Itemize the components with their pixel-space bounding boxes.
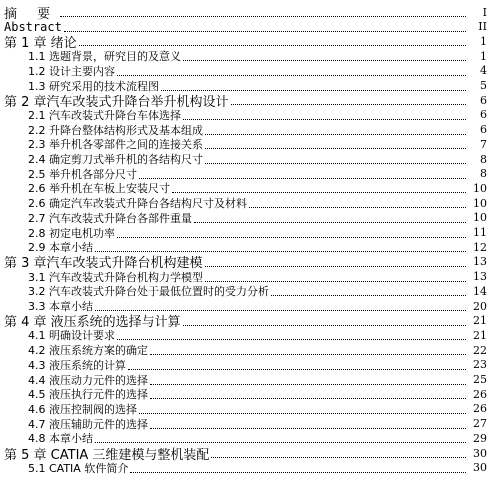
toc-entry-title: 4.2 液压系统方案的确定: [28, 344, 148, 358]
toc-dot-leader: [79, 44, 466, 46]
toc-dot-leader: [130, 471, 466, 473]
toc-entry-title: 1.1 选题背景，研究目的及意义: [28, 50, 181, 64]
toc-entry-title: 2.4 确定剪刀式举升机的各结构尺寸: [28, 153, 203, 166]
toc-page-number: 8: [480, 152, 487, 166]
toc-page-number: 14: [473, 284, 487, 298]
toc-entry-title: 3.2 汽车改装式升降台处于最低位置时的受力分析: [28, 285, 269, 299]
toc-dot-leader: [139, 412, 466, 414]
toc-page-number: 6: [480, 93, 487, 107]
toc-dot-leader: [205, 280, 466, 282]
toc-page-number: 27: [473, 417, 487, 431]
toc-entry-title: 1.3 研究采用的技术流程图: [28, 79, 159, 93]
toc-entry-title: 摘 要: [4, 6, 59, 22]
toc-section-entry[interactable]: [0, 63, 490, 79]
toc-entry-title: 2.7 汽车改装式升降台各部件重量: [28, 211, 192, 225]
toc-chapter-entry[interactable]: [0, 313, 490, 329]
toc-page-number: 26: [473, 387, 487, 401]
toc-dot-leader: [271, 294, 466, 296]
toc-entry-title: 1.2 设计主要内容: [28, 64, 115, 78]
toc-entry-title: 4.4 液压动力元件的选择: [28, 373, 148, 387]
toc-page-number: 4: [480, 64, 487, 78]
toc-entry-title: 第 4 章 液压系统的选择与计算: [4, 315, 181, 331]
toc-page-number: 1: [480, 34, 487, 48]
toc-section-entry[interactable]: [0, 180, 490, 196]
toc-section-entry[interactable]: [0, 166, 490, 182]
toc-entry-title: 第 5 章 CATIA 三维建模与整机装配: [4, 447, 210, 463]
toc-page-number: 26: [473, 402, 487, 416]
toc-entry-title: 2.9 本章小结: [28, 241, 93, 255]
toc-page-number: II: [478, 20, 487, 34]
toc-chapter-entry[interactable]: [0, 92, 490, 108]
toc-dot-leader: [205, 265, 466, 267]
toc-dot-leader: [249, 206, 466, 208]
toc-page-number: 1: [480, 49, 487, 63]
toc-section-entry[interactable]: [0, 372, 490, 388]
toc-dot-leader: [150, 397, 466, 399]
toc-dot-leader: [128, 368, 466, 370]
toc-entry-title: 4.5 液压执行元件的选择: [28, 388, 148, 402]
toc-dot-leader: [139, 177, 466, 179]
toc-page-number: 30: [473, 446, 487, 460]
toc-section-entry[interactable]: [0, 386, 490, 402]
toc-page-number: 30: [473, 461, 487, 475]
toc-dot-leader: [117, 74, 466, 76]
toc-entry-title: 2.6 举升机在车板上安装尺寸: [28, 182, 170, 196]
toc-page-number: 8: [480, 167, 487, 181]
toc-entry-title: 4.8 本章小结: [28, 432, 93, 446]
toc-dot-leader: [150, 383, 466, 385]
toc-entry-title: 3.1 汽车改装式升降台机构力学模型: [28, 270, 203, 284]
toc-dot-leader: [205, 133, 466, 135]
toc-section-entry[interactable]: [0, 136, 490, 152]
toc-page-number: 6: [480, 108, 487, 122]
toc-page-number: 5: [480, 79, 487, 92]
toc-section-entry[interactable]: [0, 48, 490, 64]
toc-entry-title: 2.6 确定汽车改装式升降台各结构尺寸及材料: [28, 197, 247, 211]
toc-page-number: 21: [473, 314, 487, 328]
toc-dot-leader: [205, 162, 466, 164]
toc-dot-leader: [183, 118, 466, 120]
toc-entry-title: 4.6 液压控制阀的选择: [28, 402, 137, 416]
toc-entry-title: 4.3 液压系统的计算: [28, 358, 126, 372]
toc-dot-leader: [183, 59, 466, 61]
toc-section-entry[interactable]: [0, 401, 490, 417]
toc-entry-title: 4.1 明确设计要求: [28, 329, 115, 343]
toc-chapter-entry[interactable]: [0, 445, 490, 461]
toc-dot-leader: [150, 427, 466, 429]
toc-page-number: 7: [480, 137, 487, 151]
toc-page-number: 11: [473, 226, 487, 239]
toc-page-number: 10: [473, 181, 487, 195]
toc-section-entry[interactable]: [0, 460, 490, 476]
toc-page-number: 20: [473, 299, 487, 313]
toc-section-entry[interactable]: [0, 107, 490, 123]
toc-section-entry[interactable]: [0, 210, 490, 226]
toc-page-number: 13: [473, 255, 487, 269]
toc-section-entry[interactable]: [0, 327, 490, 343]
toc-page-number: 6: [480, 123, 487, 137]
toc-dot-leader: [231, 103, 466, 105]
toc-chapter-entry[interactable]: [0, 4, 490, 20]
toc-section-entry[interactable]: [0, 357, 490, 373]
toc-section-entry[interactable]: [0, 269, 490, 285]
toc-entry-title: Abstract: [4, 19, 62, 34]
toc-page-number: 13: [473, 270, 487, 284]
toc-dot-leader: [211, 456, 466, 458]
toc-entry-title: 2.8 初定电机功率: [28, 226, 115, 240]
toc-dot-leader: [172, 191, 466, 193]
toc-section-entry[interactable]: [0, 151, 490, 167]
toc-page-number: 22: [473, 343, 487, 357]
toc-page-number: 23: [473, 358, 487, 372]
toc-page-number: 29: [473, 431, 487, 445]
toc-chapter-entry[interactable]: [0, 254, 490, 270]
toc-dot-leader: [64, 30, 466, 32]
toc-entry-title: 2.2 升降台整体结构形式及基本组成: [28, 123, 203, 137]
toc-entry-title: 第 1 章 绪论: [4, 35, 77, 51]
toc-dot-leader: [117, 236, 466, 238]
toc-entry-title: 3.3 本章小结: [28, 300, 93, 313]
toc-page-number: I: [482, 5, 487, 19]
toc-entry-title: 第 3 章汽车改装式升降台机构建模: [4, 256, 203, 272]
toc-entry-title: 第 2 章汽车改装式升降台举升机构设计: [4, 94, 229, 110]
toc-dot-leader: [183, 324, 466, 326]
toc-chapter-entry[interactable]: [0, 33, 490, 49]
toc-page-number: 10: [473, 196, 487, 210]
toc-page-number: 25: [473, 373, 487, 386]
toc-section-entry[interactable]: [0, 225, 490, 241]
toc-dot-leader: [194, 221, 466, 223]
toc-entry-title: 5.1 CATIA 软件简介: [28, 461, 129, 475]
toc-entry-title: 2.5 举升机各部分尺寸: [28, 167, 137, 181]
toc-dot-leader: [117, 338, 466, 340]
toc-page-number: 10: [473, 211, 487, 225]
toc-dot-leader: [150, 353, 466, 355]
toc-section-entry[interactable]: [0, 416, 490, 432]
toc-section-entry[interactable]: [0, 122, 490, 138]
toc-dot-leader: [205, 147, 466, 149]
toc-dot-leader: [60, 15, 466, 17]
toc-page-number: 21: [473, 328, 487, 342]
toc-section-entry[interactable]: [0, 283, 490, 299]
toc-entry-title: 2.1 汽车改装式升降台车体选择: [28, 108, 181, 122]
toc-section-entry[interactable]: [0, 195, 490, 211]
toc-entry-title: 4.7 液压辅助元件的选择: [28, 417, 148, 431]
toc-section-entry[interactable]: [0, 342, 490, 358]
toc-entry-title: 2.3 举升机各零部件之间的连接关系: [28, 138, 203, 152]
toc-page-number: 12: [473, 240, 487, 254]
